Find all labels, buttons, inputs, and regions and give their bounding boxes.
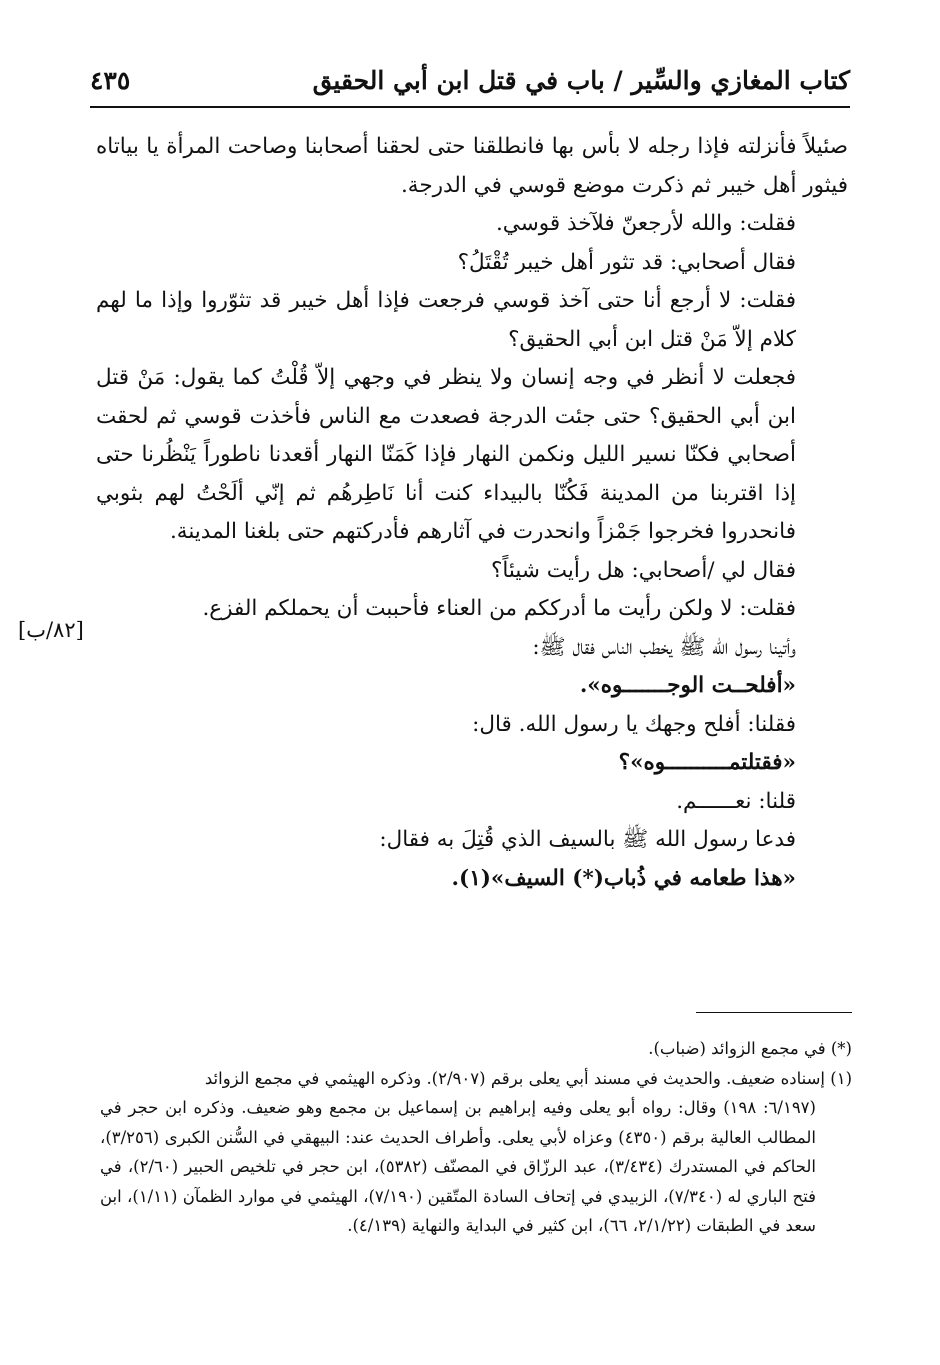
- paragraph: فقلت: لا أرجع أنا حتى آخذ قوسي فرجعت فإذا أهل خيبر قد تثوّروا وإذا ما لهم كلام إلاّ مَنْ قتل ابن أبي الحقيق؟: [96, 288, 796, 352]
- paragraph: فدعا رسول الله ﷺ بالسيف الذي قُتِلَ به فقال:: [379, 827, 796, 852]
- page-number: ٤٣٥: [90, 66, 131, 95]
- manuscript-folio-ref: [٨٢/ب]: [18, 618, 84, 642]
- footnote: (١) إسناده ضعيف. والحديث في مسند أبي يعلى برقم (٢/٩٠٧). وذكره الهيثمي في مجمع الزوائد: [204, 1068, 852, 1088]
- paragraph: فقلت: لا ولكن رأيت ما أدرككم من العناء فأحببت أن يحملكم الفزع.: [202, 596, 796, 621]
- paragraph: وأتينا رسول الله ﷺ يخطب الناس فقال ﷺ:: [532, 634, 796, 660]
- paragraph: قلنا: نعــــــم.: [676, 788, 796, 814]
- paragraph: فجعلت لا أنظر في وجه إنسان ولا ينظر في وجهي إلاّ قُلْتُ كما يقول: مَنْ قتل ابن أبي الحقيق؟ حتى جئت الدرجة فصعدت مع الناس فأخذت قوسي ثم لحقت أصحابي فكنّا نسير الليل ونكمن النهار فإذا كَمَنّا النهار أقعدنا ناطوراً يَنْظُرنا حتى إذا اقتربنا من المدينة فَكُنّا بالبيداء كنت أنا نَاطِرهُم ثم إنّي ألَحْتُ لهم بثوبي فانحدروا فخرجوا جَمْزاً وانحدرت في آثارهم فأدركتهم حتى بلغنا المدينة.: [96, 365, 796, 544]
- footnote: (*) في مجمع الزوائد (ضباب).: [648, 1039, 852, 1058]
- main-text: [96, 128, 848, 898]
- paragraph: صئيلاً فأنزلته فإذا رجله لا بأس بها فانطلقنا حتى لحقنا أصحابنا وصاحت المرأة يا بياتاه فيثور أهل خيبر ثم ذكرت موضع قوسي في الدرجة.: [96, 134, 848, 198]
- footnote-continuation: (٦/١٩٧: ١٩٨) وقال: رواه أبو يعلى وفيه إبراهيم بن إسماعيل بن مجمع وهو ضعيف. وذكره ابن حجر في المطالب العالية برقم (٤٣٥٠) وعزاه لأبي يعلى. وأطراف الحديث عند: البيهقي في السُّنن الكبرى (٣/٢٥٦)، الحاكم في المستدرك (٣/٤٣٤)، عبد الرزّاق في المصنّف (٥٣٨٢)، ابن حجر في تلخيص الحبير (٢/٦٠)، في فتح الباري له (٧/٣٤٠)، الزبيدي في إتحاف السادة المتّقين (٧/١٩٠)، الهيثمي في موارد الظمآن (١/١١)، ابن سعد في الطبقات (٢/١/٢٢، ٦٦)، ابن كثير في البداية والنهاية (٤/١٣٩).: [100, 1098, 817, 1235]
- paragraph: فقلت: والله لأرجعنّ فلآخذ قوسي.: [495, 211, 796, 236]
- hadith-quote: «أفلحــت الوجـــــــوه».: [579, 673, 796, 698]
- hadith-quote: «هذا طعامه في ذُباب(*) السيف»(١).: [451, 865, 796, 891]
- paragraph: فقلنا: أفلح وجهك يا رسول الله. قال:: [472, 711, 796, 737]
- footnote-divider: [696, 1012, 852, 1013]
- footnotes: [100, 1034, 852, 1241]
- paragraph: فقال لي /أصحابي: هل رأيت شيئاً؟: [490, 557, 796, 583]
- running-header: [90, 62, 850, 108]
- hadith-quote: «فقتلتمــــــــــوه»؟: [618, 750, 796, 775]
- header-title: كتاب المغازي والسِّير / باب في قتل ابن أبي الحقيق: [312, 66, 850, 95]
- paragraph: فقال أصحابي: قد تثور أهل خيبر تُقْتَلُ؟: [457, 249, 796, 275]
